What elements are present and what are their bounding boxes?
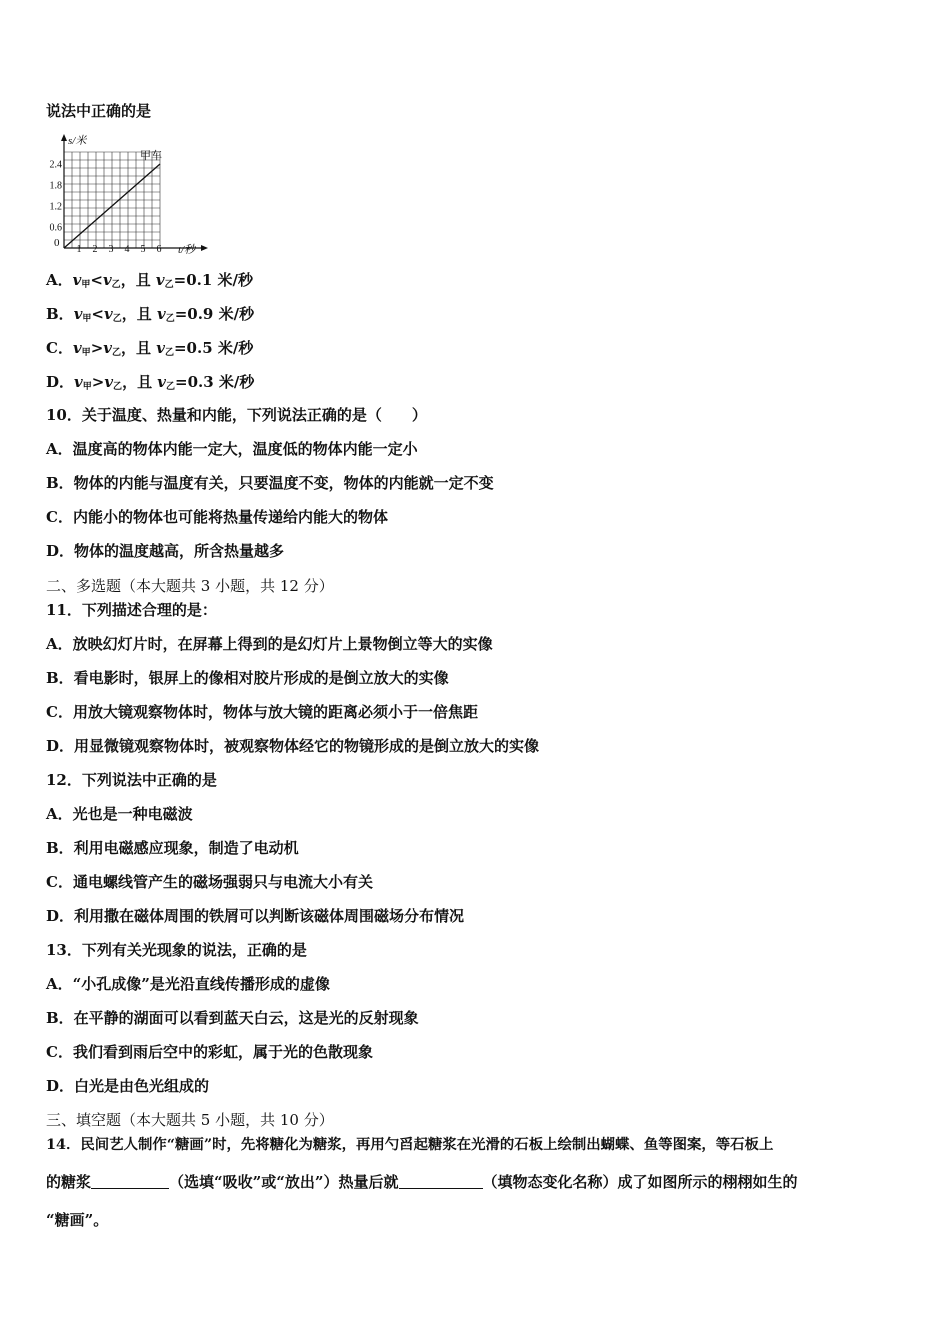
- q13-option-d: D．白光是由色光组成的: [46, 1077, 210, 1095]
- subscript-yi: 乙: [113, 382, 123, 392]
- q9-option-letter: A．: [46, 271, 73, 289]
- subscript-yi: 乙: [164, 348, 174, 358]
- q14-text-a: 的糖浆: [46, 1173, 92, 1191]
- velocity-symbol: v: [102, 271, 112, 289]
- q12-option-c: C．通电螺线管产生的磁场强弱只与电流大小有关: [46, 873, 373, 891]
- x-tick-label: 6: [156, 244, 162, 255]
- velocity-value: =0.5 米/秒: [173, 339, 254, 357]
- q11-option-b: B．看电影时，银屏上的像相对胶片形成的是倒立放大的实像: [46, 669, 449, 687]
- q14-text-c: （填物态变化名称）成了如图所示的栩栩如生的: [482, 1173, 798, 1191]
- x-axis-label: t/秒: [178, 244, 196, 256]
- x-tick-label: 4: [124, 244, 130, 255]
- q9-option-letter: B．: [46, 305, 74, 323]
- velocity-symbol: v: [157, 373, 167, 391]
- y-tick-label: 0.6: [49, 222, 62, 234]
- q10-option-c: C．内能小的物体也可能将热量传递给内能大的物体: [46, 508, 388, 526]
- connector-text: ，且: [121, 339, 157, 357]
- q9-option-letter: C．: [46, 339, 73, 357]
- subscript-yi: 乙: [112, 314, 122, 324]
- subscript-jia: 甲: [82, 382, 92, 392]
- velocity-symbol: v: [156, 339, 165, 357]
- x-axis-arrow: [201, 245, 208, 251]
- q10-option-a: A．温度高的物体内能一定大，温度低的物体内能一定小: [46, 440, 418, 458]
- section-3-heading: 三、填空题（本大题共 5 小题，共 10 分）: [46, 1111, 334, 1129]
- x-tick-label: 3: [108, 244, 114, 255]
- q9-option-letter: D．: [46, 373, 75, 391]
- q11-option-c: C．用放大镜观察物体时，物体与放大镜的距离必须小于一倍焦距: [46, 703, 478, 721]
- velocity-symbol: v: [155, 271, 165, 289]
- relation-symbol: <: [91, 305, 104, 323]
- velocity-symbol: v: [73, 305, 83, 323]
- q9-option-b: [46, 304, 254, 329]
- subscript-yi: 乙: [166, 382, 176, 392]
- velocity-symbol: v: [156, 305, 166, 323]
- origin-label: 0: [54, 237, 60, 249]
- connector-text: ，且: [121, 305, 157, 323]
- q14-line-2: [46, 1172, 798, 1192]
- y-tick-label: 2.4: [49, 159, 62, 171]
- velocity-value: =0.3 米/秒: [175, 373, 255, 391]
- q10-stem: 10．关于温度、热量和内能，下列说法正确的是（ ）: [46, 406, 427, 424]
- question-intro: 说法中正确的是: [46, 102, 152, 120]
- velocity-symbol: v: [74, 373, 83, 391]
- velocity-symbol: v: [72, 271, 82, 289]
- grid: [64, 152, 160, 248]
- q14-text-b: （选填“吸收”或“放出”）热量后就: [169, 1173, 399, 1191]
- line-label: 甲车: [140, 150, 162, 162]
- q14-line-3: “糖画”。: [46, 1211, 109, 1229]
- velocity-value: =0.1 米/秒: [173, 271, 254, 289]
- q13-option-b: B．在平静的湖面可以看到蓝天白云，这是光的反射现象: [46, 1009, 419, 1027]
- q9-option-c: [46, 338, 253, 363]
- q14-line-1: 14．民间艺人制作“糖画”时，先将糖化为糖浆，再用勺舀起糖浆在光滑的石板上绘制出蝴蝶、鱼等图案，等石板上: [46, 1136, 774, 1153]
- q12-option-b: B．利用电磁感应现象，制造了电动机: [46, 839, 299, 857]
- connector-text: ，且: [120, 271, 156, 289]
- distance-time-graph: [44, 134, 214, 256]
- q14-blank-2[interactable]: [399, 1173, 483, 1189]
- subscript-jia: 甲: [81, 348, 91, 358]
- q11-stem: 11．下列描述合理的是：: [46, 601, 217, 619]
- y-axis-arrow: [61, 134, 67, 141]
- subscript-jia: 甲: [82, 314, 92, 324]
- q11-option-a: A．放映幻灯片时，在屏幕上得到的是幻灯片上景物倒立等大的实像: [46, 635, 493, 653]
- relation-symbol: <: [90, 271, 103, 289]
- q12-option-d: D．利用撒在磁体周围的铁屑可以判断该磁体周围磁场分布情况: [46, 907, 465, 925]
- subscript-yi: 乙: [111, 348, 121, 358]
- subscript-jia: 甲: [81, 280, 91, 290]
- q9-option-d: [46, 372, 254, 397]
- connector-text: ，且: [122, 373, 158, 391]
- q12-stem: 12．下列说法中正确的是: [46, 771, 217, 789]
- q13-option-a: A．“小孔成像”是光沿直线传播形成的虚像: [46, 975, 330, 993]
- section-2-heading: 二、多选题（本大题共 3 小题，共 12 分）: [46, 577, 334, 595]
- q11-option-d: D．用显微镜观察物体时，被观察物体经它的物镜形成的是倒立放大的实像: [46, 737, 540, 755]
- q10-option-b: B．物体的内能与温度有关，只要温度不变，物体的内能就一定不变: [46, 474, 494, 492]
- velocity-symbol: v: [104, 373, 114, 391]
- q12-option-a: A．光也是一种电磁波: [46, 805, 193, 823]
- velocity-symbol: v: [104, 305, 113, 323]
- q13-stem: 13．下列有关光现象的说法，正确的是: [46, 941, 307, 959]
- x-tick-label: 1: [76, 244, 82, 255]
- x-tick-label: 2: [92, 244, 98, 255]
- q14-blank-1[interactable]: [91, 1173, 169, 1189]
- q13-option-c: C．我们看到雨后空中的彩虹，属于光的色散现象: [46, 1043, 373, 1061]
- y-tick-label: 1.2: [49, 201, 62, 213]
- q9-option-a: [46, 270, 253, 295]
- x-tick-label: 5: [140, 244, 146, 255]
- y-axis-label: s/米: [68, 135, 87, 147]
- relation-symbol: >: [90, 339, 104, 357]
- subscript-yi: 乙: [165, 314, 175, 324]
- subscript-yi: 乙: [164, 280, 174, 290]
- velocity-symbol: v: [103, 339, 112, 357]
- q10-option-d: D．物体的温度越高，所含热量越多: [46, 542, 285, 560]
- subscript-yi: 乙: [111, 280, 121, 290]
- velocity-value: =0.9 米/秒: [174, 305, 255, 323]
- relation-symbol: >: [91, 373, 105, 391]
- y-tick-label: 1.8: [49, 180, 62, 192]
- velocity-symbol: v: [72, 339, 82, 357]
